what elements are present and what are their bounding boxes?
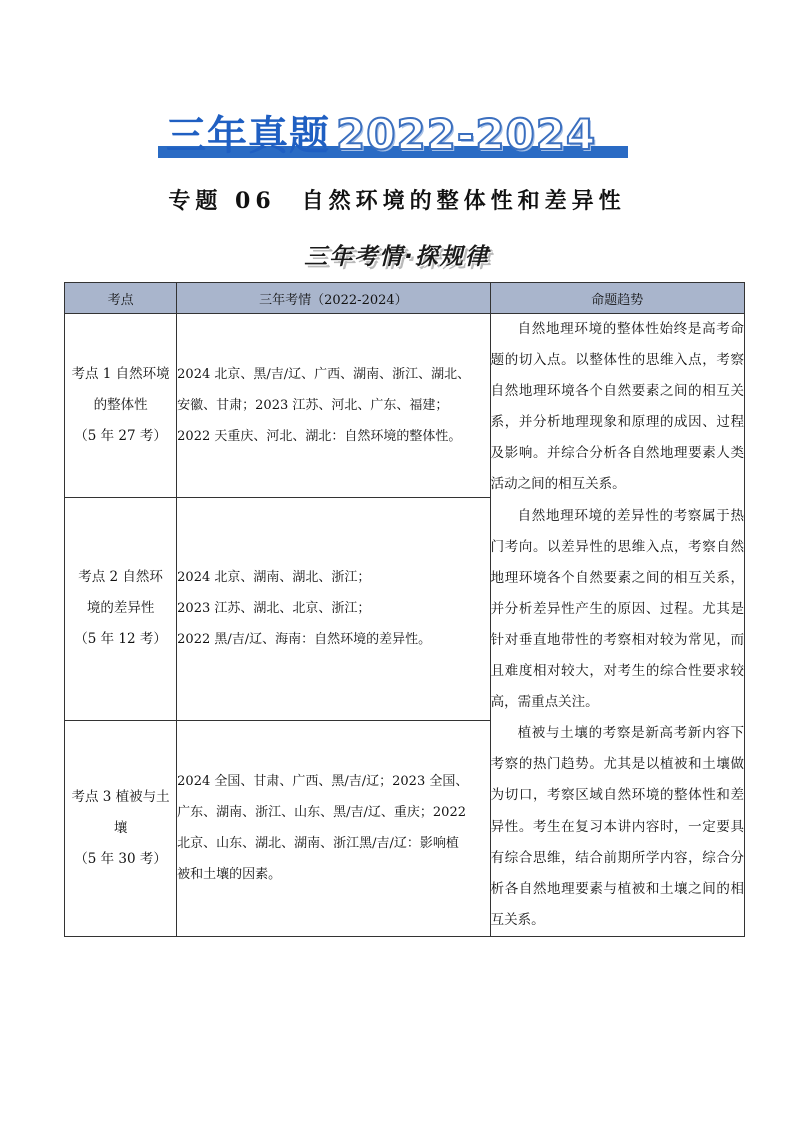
- record-cell: [177, 720, 490, 936]
- exam-point-line: （5 年 12 考）: [74, 631, 167, 648]
- exam-point-line: （5 年 27 考）: [74, 428, 167, 445]
- exam-point-line: 壤: [113, 819, 128, 836]
- topic-subtitle: [0, 184, 794, 215]
- record-line: 2024 北京、黑/吉/辽、广西、湖南、浙江、湖北、: [177, 367, 471, 383]
- header-three-year-record: 三年考情（2022-2024）: [177, 283, 490, 314]
- record-line: 北京、山东、湖北、湖南、浙江黑/吉/辽：影响植: [177, 836, 459, 852]
- trend-paragraph: 自然地理环境的整体性始终是高考命题的切入点。以整体性的思维入点，考察自然地理环境各个自然要素之间的相互关系，并分析地理现象和原理的成因、过程及影响。并综合分析各自然地理要素人类活动之间的相互关系。: [490, 321, 744, 493]
- trend-paragraph: 植被与土壤的考察是新高考新内容下考察的热门趋势。尤其是以植被和土壤做为切口，考察区域自然环境的整体性和差异性。考生在复习本讲内容时，一定要具有综合思维，结合前期所学内容，综合分析各自然地理要素与植被和土壤之间的相互关系。: [490, 725, 744, 928]
- trend-paragraph: 自然地理环境的差异性的考察属于热门考向。以差异性的思维入点，考察自然地理环境各个自然要素之间的相互关系，并分析差异性产生的原因、过程。尤其是针对垂直地带性的考察相对较为常见，而且难度相对较大，对考生的综合性要求较高，需重点关注。: [490, 507, 744, 711]
- record-cell: [177, 498, 490, 720]
- header-trend: 命题趋势: [490, 283, 744, 314]
- table-header-row: [65, 283, 745, 314]
- record-line: 2022 黑/吉/辽、海南：自然环境的差异性。: [177, 632, 432, 648]
- subtitle-number: 06: [235, 188, 276, 214]
- banner-title-years: 2022-2024: [336, 110, 597, 159]
- record-line: 2024 全国、甘肃、广西、黑/吉/辽；2023 全国、: [177, 774, 469, 790]
- record-line: 2023 江苏、湖北、北京、浙江；: [177, 601, 371, 617]
- record-line: 2022 天重庆、河北、湖北：自然环境的整体性。: [177, 429, 462, 445]
- banner-title-cn: 三年真题: [166, 113, 330, 159]
- trend-cell: [490, 314, 744, 937]
- header-exam-point: 考点: [65, 283, 177, 314]
- record-line: 广东、湖南、浙江、山东、黑/吉/辽、重庆；2022: [177, 805, 467, 821]
- subtitle-prefix: 专题: [168, 188, 223, 214]
- record-line: 被和土壤的因素。: [177, 867, 282, 883]
- exam-point-line: 考点 2 自然环: [78, 569, 163, 586]
- banner-title: [166, 112, 596, 159]
- exam-point-cell: [65, 720, 177, 936]
- exam-point-cell: [65, 314, 177, 498]
- exam-point-line: （5 年 30 考）: [74, 850, 167, 867]
- record-line: 2024 北京、湖南、湖北、浙江；: [177, 570, 371, 586]
- subtitle-topic: 自然环境的整体性和差异性: [301, 188, 626, 214]
- title-banner: [156, 112, 634, 164]
- record-cell: [177, 314, 490, 498]
- exam-analysis-table: [64, 282, 745, 937]
- section-tagline: 三年考情·探规律: [304, 244, 490, 270]
- exam-point-line: 考点 1 自然环境: [71, 366, 170, 383]
- exam-point-line: 的整体性: [93, 397, 148, 414]
- record-line: 安徽、甘肃；2023 江苏、河北、广东、福建；: [177, 398, 449, 414]
- table-row: [65, 314, 745, 498]
- exam-point-line: 境的差异性: [86, 600, 155, 617]
- exam-point-cell: [65, 498, 177, 720]
- exam-point-line: 考点 3 植被与土: [71, 788, 170, 805]
